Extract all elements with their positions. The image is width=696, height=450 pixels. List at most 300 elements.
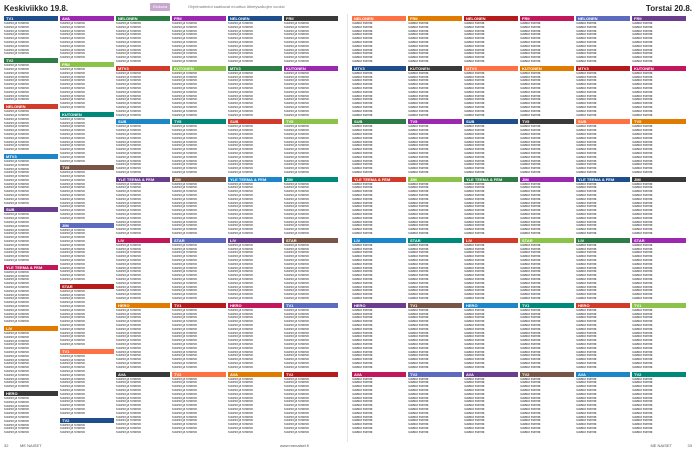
- listing-title: Salatut elämät: [408, 94, 429, 98]
- listing-title: Salatut elämät: [352, 411, 373, 415]
- listing-title: Kauniit ja rohkeat: [172, 274, 197, 278]
- listing-title: Kauniit ja rohkeat: [4, 308, 29, 312]
- channel-header: SUB: [116, 119, 170, 124]
- listing-title: Kauniit ja rohkeat: [116, 404, 141, 408]
- listing-title: Salatut elämät: [352, 136, 373, 140]
- listing-line: [60, 106, 114, 110]
- listing-title: Kauniit ja rohkeat: [284, 274, 309, 278]
- channel-header: LIV: [116, 238, 170, 243]
- listing-title: Salatut elämät: [464, 75, 485, 79]
- listing-title: Salatut elämät: [464, 308, 485, 312]
- listing-title: Salatut elämät: [576, 274, 597, 278]
- listing-title: Kauniit ja rohkeat: [116, 132, 141, 136]
- listing-line: [228, 114, 282, 118]
- listing-title: Salatut elämät: [632, 274, 653, 278]
- listing-column: [352, 14, 406, 442]
- listing-title: Kauniit ja rohkeat: [228, 247, 253, 251]
- listing-title: Salatut elämät: [576, 109, 597, 113]
- listing-title: Salatut elämät: [408, 430, 429, 434]
- listing-title: Kauniit ja rohkeat: [172, 262, 197, 266]
- listing-line: [116, 232, 170, 236]
- listing-title: Kauniit ja rohkeat: [4, 129, 29, 133]
- listing-title: Kauniit ja rohkeat: [172, 426, 197, 430]
- listing-title: Kauniit ja rohkeat: [284, 308, 309, 312]
- channel-header: NELONEN: [464, 16, 518, 21]
- listing-title: Salatut elämät: [464, 56, 485, 60]
- listing-title: Salatut elämät: [632, 404, 653, 408]
- listing-title: Salatut elämät: [352, 404, 373, 408]
- listing-title: Salatut elämät: [576, 86, 597, 90]
- listing-title: Kauniit ja rohkeat: [60, 262, 85, 266]
- listing-line: [116, 366, 170, 370]
- listing-title: Salatut elämät: [632, 365, 653, 369]
- listing-title: Salatut elämät: [632, 323, 653, 327]
- listing-title: Salatut elämät: [464, 197, 485, 201]
- listing-title: Kauniit ja rohkeat: [60, 44, 85, 48]
- listing-title: Kauniit ja rohkeat: [116, 312, 141, 316]
- listing-title: Salatut elämät: [520, 113, 541, 117]
- listing-title: Salatut elämät: [352, 232, 373, 236]
- listing-title: Salatut elämät: [408, 243, 429, 247]
- listing-title: Salatut elämät: [464, 316, 485, 320]
- listing-line: [284, 366, 338, 370]
- listing-title: Kauniit ja rohkeat: [60, 385, 85, 389]
- listing-title: Kauniit ja rohkeat: [116, 170, 141, 174]
- listing-title: Salatut elämät: [352, 247, 373, 251]
- listing-title: Salatut elämät: [520, 144, 541, 148]
- listing-title: Kauniit ja rohkeat: [172, 255, 197, 259]
- listing-title: Kauniit ja rohkeat: [228, 411, 253, 415]
- listing-title: Salatut elämät: [576, 194, 597, 198]
- listing-column: [172, 14, 226, 442]
- listing-title: Kauniit ja rohkeat: [284, 385, 309, 389]
- listing-title: Kauniit ja rohkeat: [60, 98, 85, 102]
- listing-title: Kauniit ja rohkeat: [172, 40, 197, 44]
- listing-line: [632, 171, 686, 175]
- listing-title: Salatut elämät: [576, 29, 597, 33]
- listing-title: Kauniit ja rohkeat: [4, 331, 29, 335]
- listing-title: Kauniit ja rohkeat: [284, 182, 309, 186]
- listing-title: Kauniit ja rohkeat: [172, 281, 197, 285]
- listing-title: Kauniit ja rohkeat: [284, 25, 309, 29]
- listing-title: Kauniit ja rohkeat: [284, 94, 309, 98]
- listing-title: Salatut elämät: [520, 281, 541, 285]
- listing-title: Salatut elämät: [632, 209, 653, 213]
- listing-title: Kauniit ja rohkeat: [228, 350, 253, 354]
- listing-line: [576, 171, 630, 175]
- listing-title: Kauniit ja rohkeat: [172, 90, 197, 94]
- listing-title: Salatut elämät: [352, 90, 373, 94]
- listing-title: Kauniit ja rohkeat: [116, 102, 141, 106]
- listing-column: [632, 14, 686, 442]
- listing-title: Kauniit ja rohkeat: [4, 94, 29, 98]
- listing-title: Salatut elämät: [520, 140, 541, 144]
- listing-title: Salatut elämät: [464, 312, 485, 316]
- listing-title: Kauniit ja rohkeat: [228, 186, 253, 190]
- listing-title: Kauniit ja rohkeat: [4, 67, 29, 71]
- channel-header: TV5: [60, 165, 114, 170]
- listing-title: Salatut elämät: [576, 342, 597, 346]
- listing-title: Salatut elämät: [632, 430, 653, 434]
- listing-title: Kauniit ja rohkeat: [228, 205, 253, 209]
- listing-title: Salatut elämät: [520, 419, 541, 423]
- listing-title: Salatut elämät: [520, 182, 541, 186]
- listing-title: Salatut elämät: [464, 407, 485, 411]
- listing-title: Kauniit ja rohkeat: [228, 109, 253, 113]
- listing-title: Kauniit ja rohkeat: [284, 22, 309, 25]
- listing-title: Kauniit ja rohkeat: [172, 224, 197, 228]
- listing-title: Kauniit ja rohkeat: [4, 404, 29, 408]
- listing-title: Salatut elämät: [632, 350, 653, 354]
- listing-title: Kauniit ja rohkeat: [284, 186, 309, 190]
- listing-title: Salatut elämät: [520, 361, 541, 365]
- listing-title: Kauniit ja rohkeat: [4, 186, 29, 190]
- listing-title: Kauniit ja rohkeat: [284, 33, 309, 37]
- listing-title: Salatut elämät: [520, 388, 541, 392]
- listing-title: Kauniit ja rohkeat: [228, 354, 253, 358]
- listing-line: [408, 232, 462, 236]
- listing-title: Kauniit ja rohkeat: [284, 388, 309, 392]
- listing-title: Kauniit ja rohkeat: [172, 400, 197, 404]
- listing-title: Kauniit ja rohkeat: [284, 209, 309, 213]
- listing-title: Kauniit ja rohkeat: [60, 381, 85, 385]
- listing-title: Kauniit ja rohkeat: [172, 293, 197, 297]
- listing-title: Salatut elämät: [520, 354, 541, 358]
- listing-title: Salatut elämät: [520, 44, 541, 48]
- listing-title: Kauniit ja rohkeat: [116, 52, 141, 56]
- listing-title: Kauniit ja rohkeat: [4, 213, 29, 217]
- listing-title: Kauniit ja rohkeat: [172, 209, 197, 213]
- listing-title: Kauniit ja rohkeat: [172, 316, 197, 320]
- listing-title: Kauniit ja rohkeat: [60, 209, 85, 213]
- listing-title: Salatut elämät: [464, 79, 485, 83]
- listing-title: Kauniit ja rohkeat: [116, 25, 141, 29]
- listing-title: Kauniit ja rohkeat: [60, 105, 85, 109]
- listing-title: Salatut elämät: [520, 102, 541, 106]
- channel-header: NELONEN: [228, 16, 282, 21]
- listing-line: [172, 297, 226, 301]
- listing-title: Kauniit ja rohkeat: [116, 346, 141, 350]
- listing-title: Kauniit ja rohkeat: [284, 205, 309, 209]
- listing-title: Kauniit ja rohkeat: [116, 167, 141, 171]
- channel-header: TV2: [172, 372, 226, 377]
- listing-title: Salatut elämät: [520, 228, 541, 232]
- listing-title: Kauniit ja rohkeat: [4, 419, 29, 423]
- listing-line: [228, 171, 282, 175]
- channel-header: AVA: [352, 372, 406, 377]
- listing-title: Salatut elämät: [520, 22, 541, 25]
- listing-title: Kauniit ja rohkeat: [4, 37, 29, 41]
- listing-title: Kauniit ja rohkeat: [4, 182, 29, 186]
- listing-title: Kauniit ja rohkeat: [60, 175, 85, 179]
- listing-title: Salatut elämät: [520, 129, 541, 133]
- listing-title: Kauniit ja rohkeat: [228, 159, 253, 163]
- listing-title: Salatut elämät: [408, 33, 429, 37]
- listing-title: Kauniit ja rohkeat: [4, 163, 29, 167]
- listing-title: Salatut elämät: [352, 197, 373, 201]
- listing-title: Kauniit ja rohkeat: [4, 373, 29, 377]
- channel-header: STAR: [172, 238, 226, 243]
- listing-title: Kauniit ja rohkeat: [116, 396, 141, 400]
- listing-title: Kauniit ja rohkeat: [284, 151, 309, 155]
- listing-title: Salatut elämät: [408, 113, 429, 117]
- listing-line: [632, 232, 686, 236]
- listing-title: Salatut elämät: [352, 213, 373, 217]
- listing-title: Kauniit ja rohkeat: [284, 48, 309, 52]
- listing-title: Kauniit ja rohkeat: [228, 33, 253, 37]
- listing-title: Kauniit ja rohkeat: [4, 305, 29, 308]
- listing-title: Kauniit ja rohkeat: [284, 411, 309, 415]
- listing-title: Salatut elämät: [632, 205, 653, 209]
- channel-header: MTV3: [464, 66, 518, 71]
- listing-title: Salatut elämät: [576, 52, 597, 56]
- listing-title: Kauniit ja rohkeat: [116, 151, 141, 155]
- channel-header: HERO: [576, 303, 630, 308]
- listing-title: Salatut elämät: [576, 396, 597, 400]
- listing-title: Salatut elämät: [464, 186, 485, 190]
- listing-title: Salatut elämät: [352, 251, 373, 255]
- channel-header: MTV3: [228, 66, 282, 71]
- listing-line: [60, 56, 114, 60]
- listing-title: Kauniit ja rohkeat: [228, 415, 253, 419]
- listing-title: Kauniit ja rohkeat: [60, 373, 85, 377]
- listing-title: Kauniit ja rohkeat: [172, 278, 197, 282]
- listing-title: Kauniit ja rohkeat: [116, 220, 141, 224]
- listing-title: Kauniit ja rohkeat: [116, 182, 141, 186]
- listing-title: Salatut elämät: [576, 56, 597, 60]
- listing-title: Salatut elämät: [576, 102, 597, 106]
- channel-header: JIM: [632, 177, 686, 182]
- listing-title: Kauniit ja rohkeat: [4, 171, 29, 175]
- listing-title: Salatut elämät: [352, 285, 373, 289]
- listing-title: Kauniit ja rohkeat: [228, 423, 253, 427]
- listing-title: Salatut elämät: [408, 419, 429, 423]
- listing-title: Salatut elämät: [576, 415, 597, 419]
- listing-title: Salatut elämät: [464, 289, 485, 293]
- listing-title: Salatut elämät: [352, 71, 373, 75]
- listing-title: Kauniit ja rohkeat: [116, 278, 141, 282]
- listing-title: Kauniit ja rohkeat: [4, 243, 29, 247]
- listing-title: Kauniit ja rohkeat: [228, 140, 253, 144]
- listing-title: Salatut elämät: [632, 197, 653, 201]
- listing-title: Salatut elämät: [408, 86, 429, 90]
- listing-title: Salatut elämät: [408, 323, 429, 327]
- listing-title: Salatut elämät: [408, 163, 429, 167]
- channel-header: YLE TEEMA & FEM: [352, 177, 406, 182]
- listing-title: Kauniit ja rohkeat: [116, 105, 141, 109]
- listing-title: Salatut elämät: [632, 354, 653, 358]
- listing-title: Salatut elämät: [576, 278, 597, 282]
- channel-header: HERO: [4, 391, 58, 396]
- listing-title: Kauniit ja rohkeat: [116, 262, 141, 266]
- channel-header: HERO: [352, 303, 406, 308]
- listing-title: Kauniit ja rohkeat: [116, 29, 141, 33]
- listing-title: Salatut elämät: [408, 411, 429, 415]
- listing-title: Kauniit ja rohkeat: [60, 407, 85, 411]
- listing-title: Kauniit ja rohkeat: [284, 350, 309, 354]
- listing-title: Salatut elämät: [464, 194, 485, 198]
- listing-title: Salatut elämät: [632, 56, 653, 60]
- listing-title: Salatut elämät: [632, 186, 653, 190]
- listing-title: Kauniit ja rohkeat: [116, 415, 141, 419]
- listing-title: Kauniit ja rohkeat: [228, 358, 253, 362]
- listing-title: Salatut elämät: [464, 102, 485, 106]
- listing-title: Salatut elämät: [352, 83, 373, 87]
- listing-title: Kauniit ja rohkeat: [228, 197, 253, 201]
- listing-title: Salatut elämät: [352, 94, 373, 98]
- listing-title: Salatut elämät: [408, 151, 429, 155]
- left-listings: [0, 14, 348, 442]
- listing-line: [576, 114, 630, 118]
- listing-title: Salatut elämät: [632, 182, 653, 186]
- listing-title: Salatut elämät: [408, 136, 429, 140]
- listing-title: Kauniit ja rohkeat: [116, 426, 141, 430]
- listing-title: Salatut elämät: [408, 98, 429, 102]
- listing-title: Kauniit ja rohkeat: [60, 366, 85, 370]
- listing-title: Kauniit ja rohkeat: [228, 190, 253, 194]
- listing-title: Kauniit ja rohkeat: [116, 22, 141, 25]
- listing-title: Salatut elämät: [520, 151, 541, 155]
- listing-title: Salatut elämät: [576, 400, 597, 404]
- listing-title: Salatut elämät: [576, 243, 597, 247]
- listing-title: Kauniit ja rohkeat: [172, 148, 197, 152]
- listing-title: Kauniit ja rohkeat: [228, 201, 253, 205]
- listing-title: Kauniit ja rohkeat: [228, 377, 253, 381]
- listing-title: Salatut elämät: [464, 182, 485, 186]
- listing-title: Kauniit ja rohkeat: [228, 335, 253, 339]
- listing-title: Salatut elämät: [576, 426, 597, 430]
- listing-title: Kauniit ja rohkeat: [284, 320, 309, 324]
- listing-line: [464, 297, 518, 301]
- listing-title: Salatut elämät: [632, 381, 653, 385]
- channel-header: STAR: [632, 238, 686, 243]
- listing-title: Salatut elämät: [520, 194, 541, 198]
- listing-title: Salatut elämät: [520, 37, 541, 41]
- listing-title: Kauniit ja rohkeat: [228, 251, 253, 255]
- listing-title: Salatut elämät: [576, 312, 597, 316]
- listing-title: Salatut elämät: [520, 407, 541, 411]
- listing-title: Salatut elämät: [576, 83, 597, 87]
- listing-title: Kauniit ja rohkeat: [4, 412, 29, 416]
- listing-title: Kauniit ja rohkeat: [228, 308, 253, 312]
- listing-title: Salatut elämät: [352, 365, 373, 369]
- listing-title: Kauniit ja rohkeat: [284, 430, 309, 434]
- channel-header: YLE TEEMA & FEM: [4, 265, 58, 270]
- listing-title: Kauniit ja rohkeat: [4, 431, 29, 435]
- listing-line: [60, 431, 114, 435]
- listing-line: [60, 412, 114, 416]
- listing-title: Salatut elämät: [632, 335, 653, 339]
- listing-title: Kauniit ja rohkeat: [172, 75, 197, 79]
- left-page-number: 32: [4, 443, 9, 448]
- listing-title: Salatut elämät: [520, 350, 541, 354]
- listing-title: Salatut elämät: [576, 423, 597, 427]
- listing-title: Salatut elämät: [520, 98, 541, 102]
- listing-title: Salatut elämät: [576, 151, 597, 155]
- listing-title: Kauniit ja rohkeat: [60, 323, 85, 327]
- listing-line: [4, 52, 58, 56]
- listing-title: Kauniit ja rohkeat: [228, 224, 253, 228]
- listing-title: Kauniit ja rohkeat: [284, 170, 309, 174]
- listing-title: Kauniit ja rohkeat: [60, 90, 85, 94]
- listing-title: Salatut elämät: [632, 83, 653, 87]
- listing-title: Salatut elämät: [408, 232, 429, 236]
- listing-title: Kauniit ja rohkeat: [116, 109, 141, 113]
- listing-title: Salatut elämät: [352, 105, 373, 109]
- listing-title: Kauniit ja rohkeat: [60, 159, 85, 163]
- listing-line: [116, 431, 170, 435]
- listing-title: Kauniit ja rohkeat: [284, 316, 309, 320]
- listing-title: Salatut elämät: [576, 392, 597, 396]
- listing-title: Kauniit ja rohkeat: [4, 369, 29, 373]
- listing-title: Salatut elämät: [408, 262, 429, 266]
- listing-line: [284, 114, 338, 118]
- listing-title: Salatut elämät: [632, 136, 653, 140]
- listing-title: Kauniit ja rohkeat: [60, 316, 85, 320]
- listing-title: Salatut elämät: [352, 140, 373, 144]
- listing-title: Kauniit ja rohkeat: [60, 301, 85, 305]
- listing-title: Kauniit ja rohkeat: [228, 228, 253, 232]
- listing-title: Salatut elämät: [576, 90, 597, 94]
- listing-title: Kauniit ja rohkeat: [172, 388, 197, 392]
- listing-title: Kauniit ja rohkeat: [4, 381, 29, 385]
- listing-title: Salatut elämät: [576, 350, 597, 354]
- listing-title: Salatut elämät: [576, 232, 597, 236]
- listing-title: Salatut elämät: [352, 29, 373, 33]
- listing-line: [576, 431, 630, 435]
- listing-title: Kauniit ja rohkeat: [284, 259, 309, 263]
- listing-title: Salatut elämät: [408, 289, 429, 293]
- listing-title: Salatut elämät: [632, 125, 653, 129]
- listing-title: Salatut elämät: [352, 385, 373, 389]
- listing-title: Kauniit ja rohkeat: [4, 22, 29, 25]
- listing-title: Kauniit ja rohkeat: [172, 251, 197, 255]
- listing-title: Salatut elämät: [464, 247, 485, 251]
- listing-title: Kauniit ja rohkeat: [172, 266, 197, 270]
- listing-title: Salatut elämät: [408, 320, 429, 324]
- channel-header: TV1: [284, 303, 338, 308]
- listing-title: Salatut elämät: [632, 331, 653, 335]
- listing-title: Kauniit ja rohkeat: [60, 392, 85, 396]
- listing-title: Salatut elämät: [464, 361, 485, 365]
- listing-title: Salatut elämät: [632, 392, 653, 396]
- listing-title: Kauniit ja rohkeat: [172, 289, 197, 293]
- listing-title: Salatut elämät: [520, 220, 541, 224]
- listing-title: Salatut elämät: [632, 79, 653, 83]
- listing-column: [408, 14, 462, 442]
- channel-header: STAR: [284, 238, 338, 243]
- listing-title: Salatut elämät: [632, 94, 653, 98]
- listing-title: Kauniit ja rohkeat: [172, 346, 197, 350]
- listing-title: Kauniit ja rohkeat: [4, 347, 29, 351]
- listing-title: Kauniit ja rohkeat: [172, 213, 197, 217]
- listing-title: Kauniit ja rohkeat: [284, 423, 309, 427]
- listing-title: Salatut elämät: [632, 25, 653, 29]
- listing-title: Kauniit ja rohkeat: [172, 201, 197, 205]
- listing-title: Salatut elämät: [520, 25, 541, 29]
- listing-title: Salatut elämät: [408, 148, 429, 152]
- listing-title: Salatut elämät: [520, 285, 541, 289]
- listing-title: Kauniit ja rohkeat: [228, 90, 253, 94]
- listing-title: Kauniit ja rohkeat: [4, 400, 29, 404]
- listing-title: Salatut elämät: [632, 289, 653, 293]
- listing-title: Kauniit ja rohkeat: [60, 40, 85, 44]
- listing-title: Salatut elämät: [520, 109, 541, 113]
- listing-title: Salatut elämät: [464, 346, 485, 350]
- right-page-number: 33: [687, 443, 692, 448]
- listing-title: Salatut elämät: [464, 327, 485, 331]
- listing-title: Kauniit ja rohkeat: [4, 408, 29, 412]
